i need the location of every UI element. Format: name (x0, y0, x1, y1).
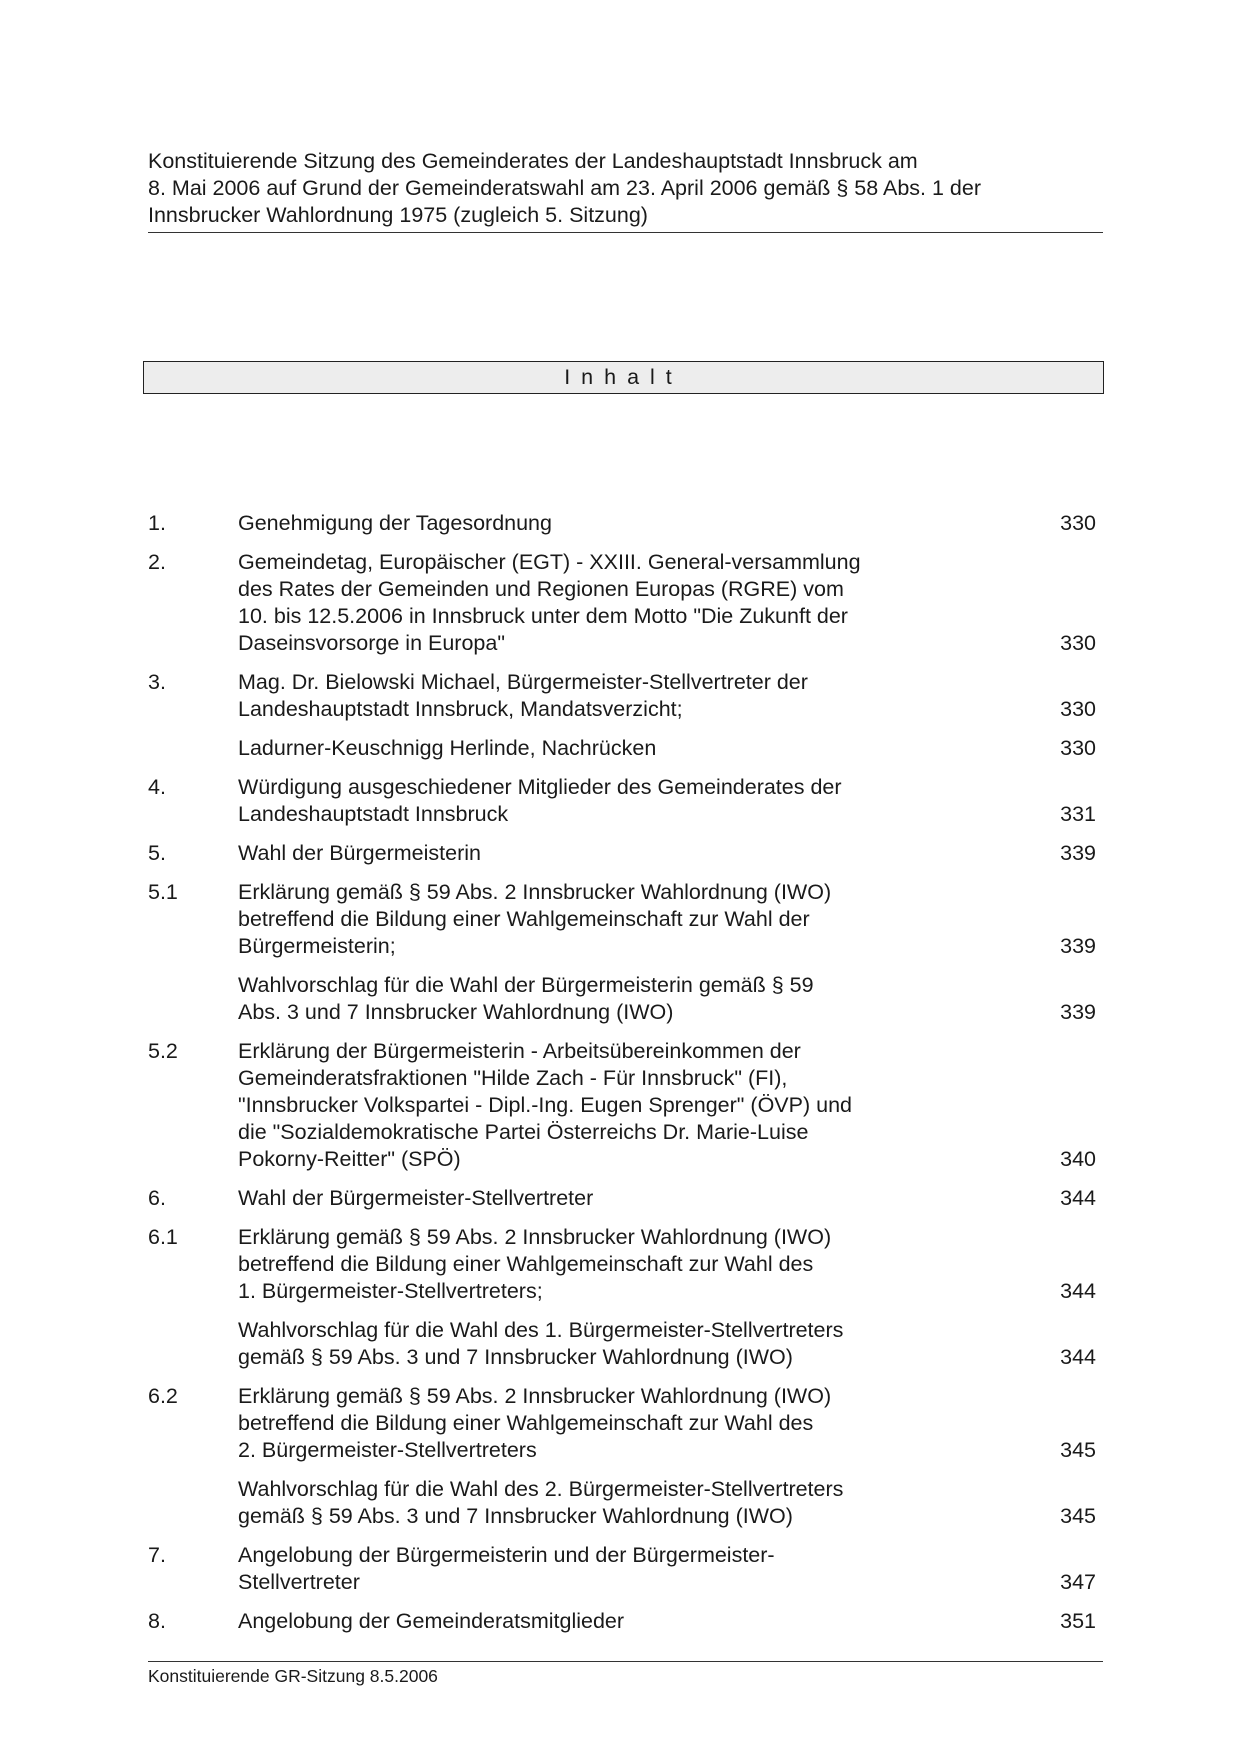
toc-entry-title (238, 1317, 938, 1371)
toc-entry-title-line: Daseinsvorsorge in Europa" (238, 631, 505, 655)
toc-entry (148, 774, 1103, 828)
header-line-2: 8. Mai 2006 auf Grund der Gemeinderatswahl am 23. April 2006 gemäß § 58 Abs. 1 der (148, 176, 982, 200)
toc-entry-title (238, 774, 938, 828)
toc-entry-title-line: Erklärung gemäß § 59 Abs. 2 Innsbrucker Wahlordnung (IWO) (238, 1384, 832, 1408)
toc-entry-title (238, 879, 938, 960)
toc-entry-title-line: Wahl der Bürgermeister-Stellvertreter (238, 1186, 594, 1210)
toc-entry-number: 5.2 (148, 1039, 178, 1063)
toc-entry-title (238, 840, 938, 867)
toc-entry-number: 7. (148, 1543, 166, 1567)
toc-entry-title-line: Pokorny-Reitter" (SPÖ) (238, 1147, 461, 1171)
toc-entry-title (238, 1608, 938, 1635)
toc-entry-title-line: Bürgermeisterin; (238, 934, 396, 958)
toc-entry-title-line: Stellvertreter (238, 1570, 360, 1594)
toc-entry-title (238, 1476, 938, 1530)
toc-entry-page-number: 330 (1060, 511, 1096, 535)
toc-entry (148, 549, 1103, 657)
toc-entry (148, 510, 1103, 537)
toc-entry-title-line: Landeshauptstadt Innsbruck (238, 802, 509, 826)
toc-entry-title-line: 1. Bürgermeister-Stellvertreters; (238, 1279, 543, 1303)
toc-entry-title-line: Genehmigung der Tagesordnung (238, 511, 552, 535)
toc-entry-title-line: die "Sozialdemokratische Partei Österreichs Dr. Marie-Luise (238, 1120, 809, 1144)
toc-entry-title (238, 735, 938, 762)
toc-entry-number: 1. (148, 511, 166, 535)
toc-entry (148, 735, 1103, 762)
table-of-contents (148, 510, 1103, 1647)
toc-entry (148, 879, 1103, 960)
toc-entry-page-number: 330 (1060, 736, 1096, 760)
toc-entry-title-line: betreffend die Bildung einer Wahlgemeinschaft zur Wahl des (238, 1252, 814, 1276)
toc-entry-title-line: betreffend die Bildung einer Wahlgemeinschaft zur Wahl des (238, 1411, 814, 1435)
toc-entry (148, 1476, 1103, 1530)
toc-entry-page-number: 340 (1060, 1147, 1096, 1171)
toc-entry-title-line: des Rates der Gemeinden und Regionen Europas (RGRE) vom (238, 577, 844, 601)
toc-entry-page-number: 330 (1060, 697, 1096, 721)
toc-entry-title (238, 1224, 938, 1305)
toc-entry-title (238, 549, 938, 657)
toc-entry-title-line: Erklärung gemäß § 59 Abs. 2 Innsbrucker Wahlordnung (IWO) (238, 1225, 832, 1249)
toc-entry-title-line: Landeshauptstadt Innsbruck, Mandatsverzicht; (238, 697, 683, 721)
toc-entry-number: 6. (148, 1186, 166, 1210)
toc-entry (148, 1542, 1103, 1596)
toc-entry-page-number: 351 (1060, 1609, 1096, 1633)
toc-entry-title-line: Erklärung gemäß § 59 Abs. 2 Innsbrucker Wahlordnung (IWO) (238, 880, 832, 904)
toc-entry-title-line: Würdigung ausgeschiedener Mitglieder des Gemeinderates der (238, 775, 842, 799)
toc-entry-title (238, 1038, 938, 1173)
toc-entry (148, 1038, 1103, 1173)
toc-entry-title-line: gemäß § 59 Abs. 3 und 7 Innsbrucker Wahlordnung (IWO) (238, 1504, 793, 1528)
toc-entry (148, 1185, 1103, 1212)
page-footer (148, 1661, 1103, 1687)
toc-entry-title (238, 1185, 938, 1212)
toc-entry-title-line: Erklärung der Bürgermeisterin - Arbeitsübereinkommen der (238, 1039, 801, 1063)
toc-entry-title-line: Wahlvorschlag für die Wahl des 1. Bürgermeister-Stellvertreters (238, 1318, 844, 1342)
toc-entry-title (238, 669, 938, 723)
header-line-1: Konstituierende Sitzung des Gemeinderates der Landeshauptstadt Innsbruck am (148, 149, 918, 173)
toc-entry-number: 3. (148, 670, 166, 694)
toc-entry (148, 669, 1103, 723)
toc-entry-title-line: Wahl der Bürgermeisterin (238, 841, 481, 865)
toc-entry-page-number: 331 (1060, 802, 1096, 826)
toc-entry-title-line: Ladurner-Keuschnigg Herlinde, Nachrücken (238, 736, 657, 760)
toc-entry-title-line: "Innsbrucker Volkspartei - Dipl.-Ing. Eugen Sprenger" (ÖVP) und (238, 1093, 852, 1117)
toc-entry-title (238, 1542, 938, 1596)
toc-entry-title-line: gemäß § 59 Abs. 3 und 7 Innsbrucker Wahlordnung (IWO) (238, 1345, 793, 1369)
toc-entry-title-line: Gemeinderatsfraktionen "Hilde Zach - Für Innsbruck" (FI), (238, 1066, 788, 1090)
toc-entry-title-line: Wahlvorschlag für die Wahl der Bürgermeisterin gemäß § 59 (238, 973, 814, 997)
toc-entry-number: 5.1 (148, 880, 178, 904)
contents-title: Inhalt (143, 361, 1104, 394)
footer-text: Konstituierende GR-Sitzung 8.5.2006 (148, 1666, 438, 1686)
toc-entry (148, 840, 1103, 867)
toc-entry-number: 4. (148, 775, 166, 799)
toc-entry-page-number: 347 (1060, 1570, 1096, 1594)
toc-entry-title (238, 972, 938, 1026)
toc-entry-title-line: betreffend die Bildung einer Wahlgemeinschaft zur Wahl der (238, 907, 810, 931)
toc-entry-title-line: Abs. 3 und 7 Innsbrucker Wahlordnung (IWO) (238, 1000, 674, 1024)
toc-entry (148, 1224, 1103, 1305)
header-line-3: Innsbrucker Wahlordnung 1975 (zugleich 5. Sitzung) (148, 203, 648, 227)
toc-entry (148, 1608, 1103, 1635)
toc-entry-title-line: Gemeindetag, Europäischer (EGT) - XXIII. General-versammlung (238, 550, 861, 574)
toc-entry-page-number: 345 (1060, 1438, 1096, 1462)
toc-entry-page-number: 344 (1060, 1345, 1096, 1369)
toc-entry-title (238, 1383, 938, 1464)
toc-entry-title-line: Angelobung der Bürgermeisterin und der Bürgermeister- (238, 1543, 775, 1567)
toc-entry-number: 6.1 (148, 1225, 178, 1249)
toc-entry-page-number: 339 (1060, 934, 1096, 958)
toc-entry-page-number: 344 (1060, 1279, 1096, 1303)
toc-entry-title-line: Mag. Dr. Bielowski Michael, Bürgermeister-Stellvertreter der (238, 670, 808, 694)
toc-entry-page-number: 345 (1060, 1504, 1096, 1528)
toc-entry-number: 8. (148, 1609, 166, 1633)
toc-entry-number: 5. (148, 841, 166, 865)
document-header (148, 148, 1103, 233)
toc-entry-page-number: 339 (1060, 841, 1096, 865)
toc-entry-page-number: 344 (1060, 1186, 1096, 1210)
toc-entry-page-number: 339 (1060, 1000, 1096, 1024)
toc-entry (148, 972, 1103, 1026)
toc-entry-number: 2. (148, 550, 166, 574)
toc-entry-page-number: 330 (1060, 631, 1096, 655)
toc-entry-title-line: Angelobung der Gemeinderatsmitglieder (238, 1609, 625, 1633)
toc-entry-number: 6.2 (148, 1384, 178, 1408)
toc-entry-title-line: Wahlvorschlag für die Wahl des 2. Bürgermeister-Stellvertreters (238, 1477, 844, 1501)
toc-entry (148, 1383, 1103, 1464)
toc-entry-title-line: 10. bis 12.5.2006 in Innsbruck unter dem Motto "Die Zukunft der (238, 604, 848, 628)
toc-entry-title (238, 510, 938, 537)
toc-entry-title-line: 2. Bürgermeister-Stellvertreters (238, 1438, 537, 1462)
toc-entry (148, 1317, 1103, 1371)
